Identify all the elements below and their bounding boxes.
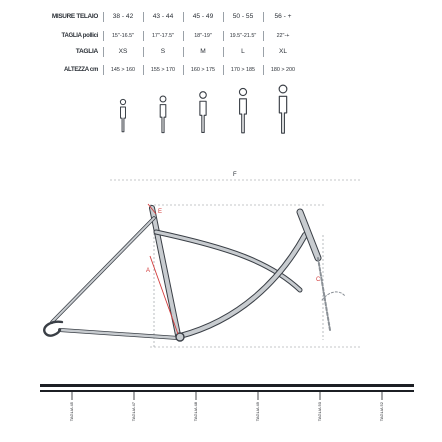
table-cell: 56 - + bbox=[274, 13, 292, 20]
row-label-size-inches: TAGLIA pollici bbox=[61, 33, 98, 39]
fork bbox=[318, 258, 330, 330]
table-cell: 17"-17.5" bbox=[151, 33, 175, 39]
fork-dropout bbox=[322, 292, 345, 300]
dimension-label-c: C bbox=[316, 277, 321, 283]
ruler-tick-label: TAGLIA 48 bbox=[193, 402, 198, 422]
ruler-tick-label: TAGLIA 50 bbox=[317, 402, 322, 422]
ruler-bars bbox=[40, 380, 414, 402]
row-label-size: TAGLIA bbox=[75, 48, 98, 55]
head-tube bbox=[300, 212, 318, 258]
bottom-bracket bbox=[176, 333, 184, 341]
ruler-tick-label: TAGLIA 47 bbox=[131, 402, 136, 422]
person-figure-xs bbox=[120, 99, 125, 131]
table-row bbox=[0, 28, 442, 44]
table-cell: 45 - 49 bbox=[192, 13, 214, 20]
down-tube bbox=[180, 235, 305, 336]
table-cell: XL bbox=[278, 48, 288, 55]
table-cell: 170 > 185 bbox=[230, 67, 256, 73]
dimension-line-a bbox=[150, 256, 178, 334]
row-label-height: ALTEZZA cm bbox=[64, 67, 98, 73]
seat-tube bbox=[152, 208, 178, 335]
dimension-line-e bbox=[148, 204, 156, 214]
table-cell: 145 > 160 bbox=[110, 67, 136, 73]
rear-dropout bbox=[44, 322, 62, 336]
ruler-tick-label: TAGLIA 52 bbox=[379, 402, 384, 422]
frame-tubes bbox=[44, 208, 345, 341]
ruler-bar-bottom bbox=[40, 390, 414, 392]
seat-stay bbox=[52, 218, 154, 322]
table-cell: 22"-+ bbox=[276, 33, 290, 39]
size-table bbox=[0, 0, 442, 80]
table-cell: 43 - 44 bbox=[152, 13, 174, 20]
person-figure-xl bbox=[279, 85, 287, 133]
person-figure-m bbox=[200, 92, 207, 133]
table-cell: S bbox=[160, 48, 166, 55]
person-figures bbox=[0, 84, 442, 144]
chain-stay bbox=[60, 330, 178, 338]
table-cell: L bbox=[241, 48, 245, 55]
table-cell: XS bbox=[118, 48, 128, 55]
table-cell: 50 - 55 bbox=[232, 13, 254, 20]
size-ruler bbox=[40, 380, 414, 430]
ruler-tick-label: TAGLIA 49 bbox=[255, 402, 260, 422]
top-tube bbox=[156, 232, 300, 290]
table-cell: M bbox=[200, 48, 206, 55]
person-figure-l bbox=[239, 88, 246, 132]
table-cell: 160 > 175 bbox=[190, 67, 216, 73]
table-row bbox=[0, 9, 442, 25]
table-cell: 155 > 170 bbox=[150, 67, 176, 73]
table-cell: 38 - 42 bbox=[112, 13, 134, 20]
table-cell: 18"-19" bbox=[194, 33, 212, 39]
table-cell: 15"-16.5" bbox=[111, 33, 135, 39]
ruler-tick-label: TAGLIA 45 bbox=[69, 402, 74, 422]
row-label-frame-size: MISURE TELAIO bbox=[51, 13, 98, 20]
dimension-label-a: A bbox=[146, 268, 151, 274]
person-figure-s bbox=[160, 96, 166, 133]
ruler-bar-top bbox=[40, 384, 414, 387]
table-cell: 180 > 200 bbox=[270, 67, 296, 73]
table-row bbox=[0, 44, 442, 60]
table-row bbox=[0, 62, 442, 78]
table-cell: 19.5"-21.5" bbox=[229, 33, 257, 39]
dimension-label-e: E bbox=[158, 209, 163, 215]
dimension-label-f: F bbox=[233, 172, 237, 178]
